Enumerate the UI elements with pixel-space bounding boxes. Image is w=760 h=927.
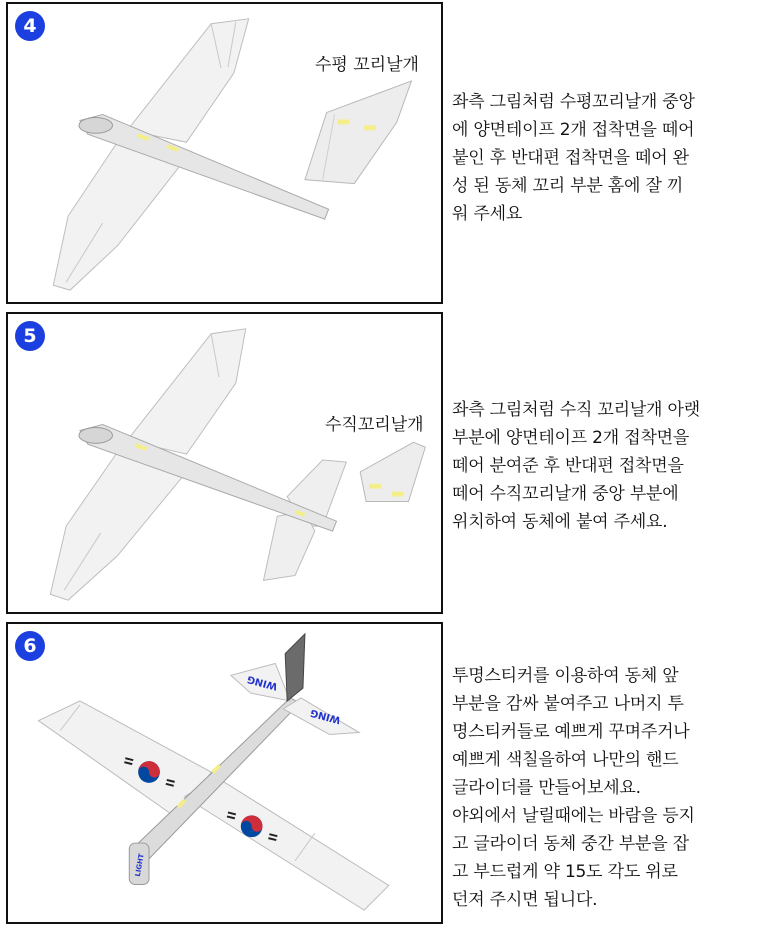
step-4-illustration (8, 4, 441, 302)
wing-decal-text: WING (246, 673, 279, 692)
step-4-description: 좌측 그림처럼 수평꼬리날개 중앙 에 양면테이프 2개 접착면을 떼어 붙인 후 반대편 접착면을 떼어 완 성 된 동체 꼬리 부분 홈에 잘 끼 워 주세요 (452, 92, 695, 224)
step-5-illustration (8, 314, 441, 612)
step-6-description: 투명스티커를 이용하여 동체 앞 부분을 감싸 붙여주고 나머지 투 명스티커들로 예쁘게 꾸며주거나 예쁘게 색칠을하여 나만의 핸드 글라이더를 만들어보세요. 야외에서 날릴때에는 바람을 등지 고 글라이더 동체 중간 부분을 잡 고 부드럽게 약 15도 각도 위로 던져 주시면 됩니다. (452, 666, 695, 910)
step-4-panel (6, 2, 443, 304)
wing-decal-text: WING (309, 706, 342, 726)
nose-decal-text: LIGHT (133, 853, 146, 878)
step-number-badge: 5 (15, 321, 45, 351)
step-number-badge: 6 (15, 631, 45, 661)
step-6-illustration (8, 624, 441, 922)
tape-mark (369, 484, 381, 489)
step-5-panel (6, 312, 443, 614)
part-label-horizontal-tail: 수평 꼬리날개 (315, 55, 419, 75)
part-label-vertical-tail: 수직꼬리날개 (325, 415, 424, 435)
tape-mark (337, 119, 349, 124)
tape-mark (364, 125, 376, 130)
step-5-description: 좌측 그림처럼 수직 꼬리날개 아랫 부분에 양면테이프 2개 접착면을 떼어 분여준 후 반대편 접착면을 떼어 수직꼬리날개 중앙 부분에 위치하여 동체에 붙여 주세요. (452, 400, 700, 532)
step-number-badge: 4 (15, 11, 45, 41)
tape-mark (392, 492, 404, 497)
step-6-panel (6, 622, 443, 924)
